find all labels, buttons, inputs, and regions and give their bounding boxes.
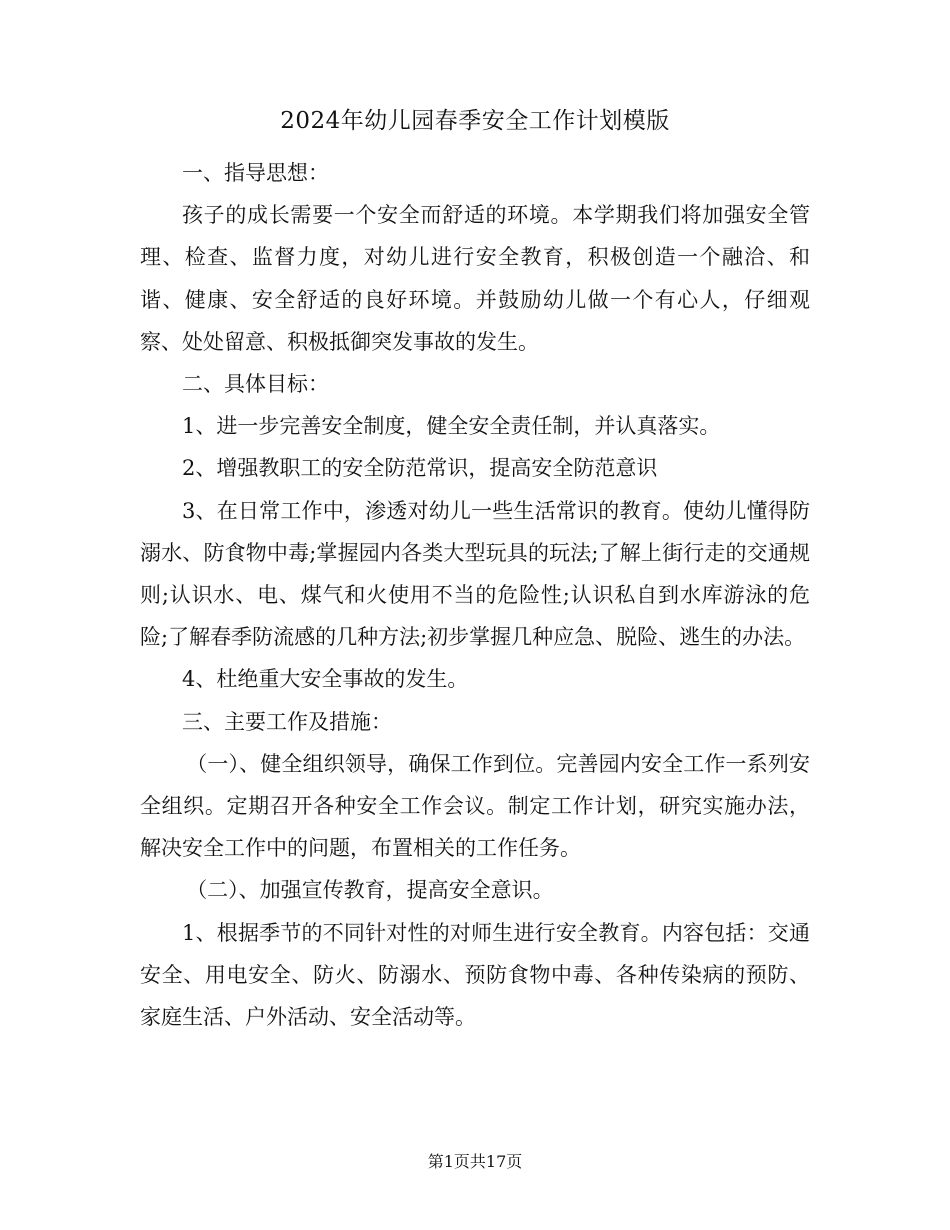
section-heading-main-work: 三、主要工作及措施： (182, 709, 392, 734)
measure-item-2: （二）、加强宣传教育，提高安全意识。 (186, 878, 554, 903)
goal-item-3: 3、在日常工作中，渗透对幼儿一些生活常识的教育。使幼儿懂得防溺水、防食物中毒;掌握园内各类大型玩具的玩法;了解上街行走的交通规则;认识水、电、煤气和火使用不当的危险性;认识私自到水库游泳的危险;了解春季防流感的几种方法;初步掌握几种应急、脱险、逃生的办法。 (140, 498, 810, 650)
document-title: 2024年幼儿园春季安全工作计划模版 (280, 108, 670, 134)
section-heading-specific-goals: 二、具体目标： (182, 372, 329, 397)
education-item-1: 1、根据季节的不同针对性的对师生进行安全教育。内容包括：交通安全、用电安全、防火、防溺水、预防食物中毒、各种传染病的预防、家庭生活、户外活动、安全活动等。 (140, 920, 810, 1030)
measure-item-1: （一）、健全组织领导，确保工作到位。完善园内安全工作一系列安全组织。定期召开各种安全工作会议。制定工作计划，研究实施办法，解决安全工作中的问题，布置相关的工作任务。 (140, 751, 810, 861)
section-heading-guiding-thought: 一、指导思想： (182, 161, 329, 185)
document-body (140, 152, 810, 1038)
goal-item-4: 4、杜绝重大安全事故的发生。 (182, 667, 469, 692)
goal-item-2: 2、增强教职工的安全防范常识，提高安全防范意识 (182, 456, 658, 481)
goal-item-1: 1、进一步完善安全制度，健全安全责任制，并认真落实。 (182, 414, 721, 439)
page-number: 第1页共17页 (427, 1152, 523, 1171)
paragraph-guiding-thought: 孩子的成长需要一个安全而舒适的环境。本学期我们将加强安全管理、检查、监督力度，对幼儿进行安全教育，积极创造一个融洽、和谐、健康、安全舒适的良好环境。并鼓励幼儿做一个有心人，仔细观察、处处留意、积极抵御突发事故的发生。 (140, 203, 810, 354)
